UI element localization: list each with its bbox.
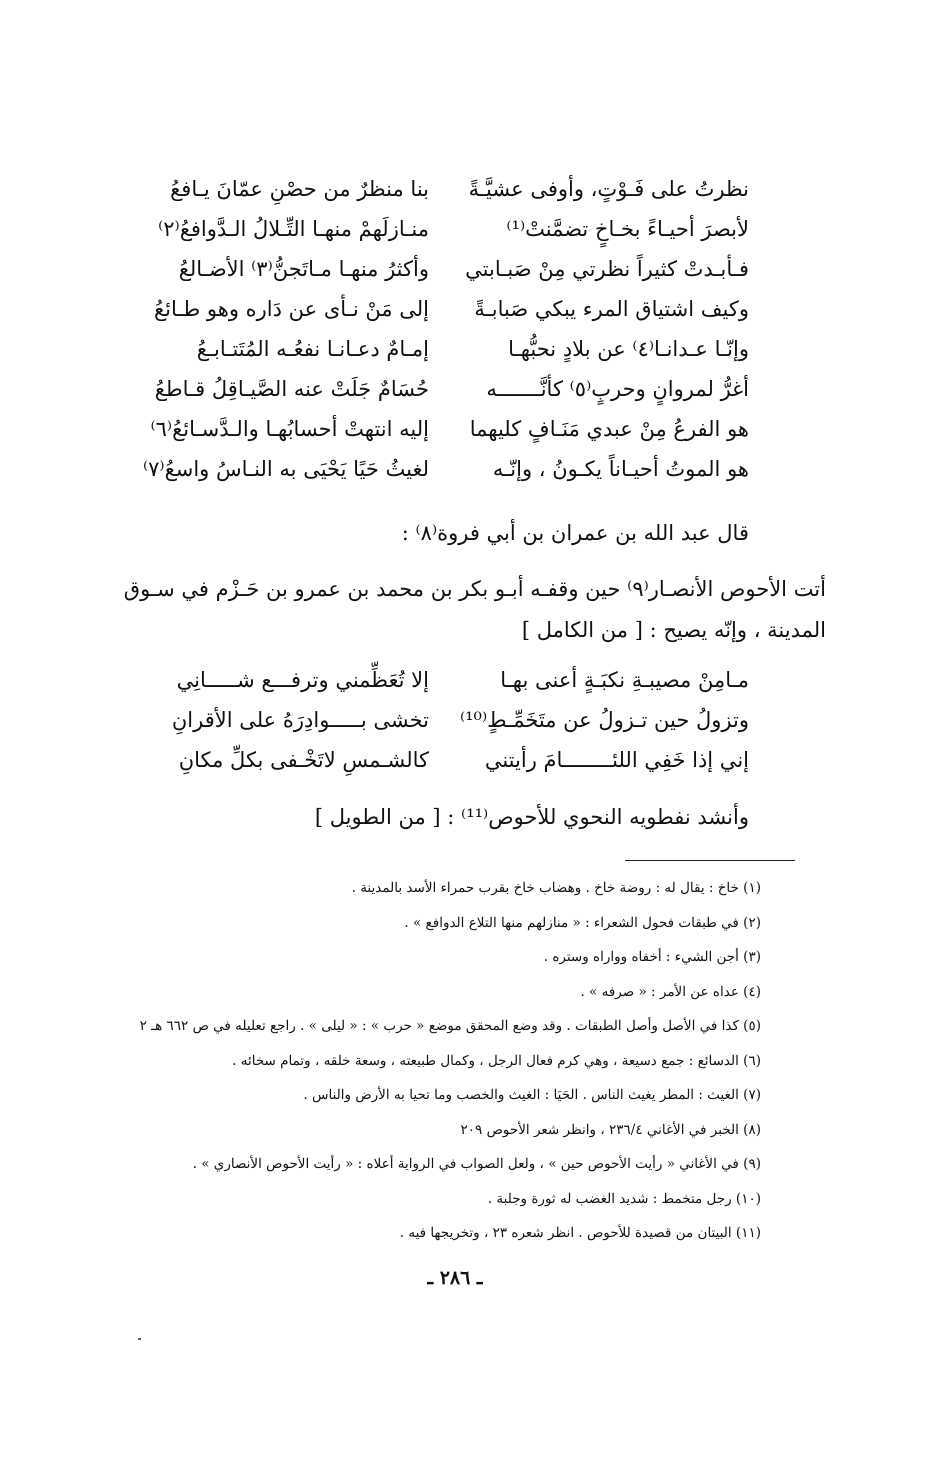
footnotes bbox=[121, 878, 761, 1258]
paragraph-line-1: أتت الأحوص الأنصـار⁽٩⁾ حين وقفـه أبـو بكر بن محمد بن عمرو بن حَـزْم في سـوق bbox=[123, 577, 826, 601]
poem-1 bbox=[139, 177, 749, 497]
paragraph-line-2: المدينة ، وإنّه يصيح : [ من الكامل ] bbox=[521, 618, 826, 642]
verse-line bbox=[139, 217, 749, 257]
first-hemistich: أغرُّ لمروانٍ وحربٍ⁽٥⁾ كأنَّـــــــه bbox=[486, 377, 749, 401]
second-hemistich: إليه انتهتْ أحسابُهـا والـدَّسـائعُ⁽٦⁾ bbox=[150, 417, 429, 441]
footnote: (١) خاخ : يقال له : روضة خاخ . وهضاب خاخ بقرب حمراء الأسد بالمدينة . bbox=[351, 880, 761, 896]
first-hemistich: وإنّـا عـدانـا⁽٤⁾ عن بلادٍ نحبُّهـا bbox=[508, 337, 749, 361]
second-hemistich: لغيثُ حَيًا يَحْيَى به النـاسُ واسعُ⁽٧⁾ bbox=[142, 457, 429, 481]
first-hemistich: لأبصرَ أحيـاءً بخـاخٍ تضمَّنتْ⁽¹⁾ bbox=[506, 217, 749, 241]
intro-line-2: وأنشد نفطويه النحوي للأحوص⁽¹¹⁾ : [ من الطويل ] bbox=[314, 805, 749, 829]
verse-line bbox=[139, 297, 749, 337]
verse-line bbox=[139, 377, 749, 417]
first-hemistich: هو الموتُ أحيـاناً يكـونُ ، وإنّـه bbox=[492, 457, 749, 481]
first-hemistich: وتزولُ حين تـزولُ عن متَخَمِّـطٍ⁽¹⁰⁾ bbox=[459, 708, 749, 732]
footnote: (١١) البيتان من قصيدة للأحوص . انظر شعره ٢٣ ، وتخريجها فيه . bbox=[399, 1225, 761, 1241]
poem-2 bbox=[139, 668, 749, 788]
verse-line bbox=[139, 177, 749, 217]
footnote: (٣) أجن الشيء : أخفاه وواراه وستره . bbox=[543, 949, 761, 965]
footnote: (٦) الدسائع : جمع دسيعة ، وهي كرم فعال الرجل ، وكمال طبيعته ، وسعة خلقه ، وتمام سخائه . bbox=[232, 1052, 761, 1069]
verse-line bbox=[139, 708, 749, 748]
second-hemistich: إلى مَنْ نـأى عن دَاره وهو طـائعُ bbox=[153, 297, 429, 321]
second-hemistich: إلا تُعَظِّمني وترفـــع شـــــانِي bbox=[176, 668, 429, 692]
first-hemistich: نظرتُ على فَـوْتٍ، وأوفى عشيَّـةً bbox=[468, 177, 749, 201]
verse-line bbox=[139, 417, 749, 457]
verse-line bbox=[139, 668, 749, 708]
second-hemistich: كالشـمسِ لاتَخْـفى بكلِّ مكانِ bbox=[178, 748, 429, 772]
footnote: (٩) في الأغاني « رأيت الأحوص حين » ، ولعل الصواب في الرواية أعلاه : « رأيت الأحوص الأنصاري » . bbox=[192, 1156, 761, 1172]
second-hemistich: حُسَامٌ جَلَتْ عنه الصَّيـاقِلُ قـاطعُ bbox=[154, 377, 429, 401]
footnote-separator bbox=[625, 860, 795, 861]
second-hemistich: تخشى بـــــوادِرَهُ على الأقرانِ bbox=[171, 708, 429, 732]
first-hemistich: وكيف اشتياق المرء يبكي صَبابـةً bbox=[474, 297, 749, 321]
second-hemistich: منـازلَهمْ منهـا التِّـلالُ الـدَّوافعُ⁽٢⁾ bbox=[158, 217, 429, 241]
intro-line-1: قال عبد الله بن عمران بن أبي فروة⁽٨⁾ : bbox=[401, 521, 749, 545]
first-hemistich: مـامِنْ مصيبـةِ نكبَـةٍ أعنى بهـا bbox=[500, 668, 749, 692]
verse-line bbox=[139, 748, 749, 788]
footnote: (٤) عداه عن الأمر : « صرفه » . bbox=[580, 983, 761, 1000]
verse-line bbox=[139, 257, 749, 297]
scan-speck bbox=[138, 1338, 141, 1340]
footnote: (٢) في طبقات فحول الشعراء : « منازلهم منها التلاع الدوافع » . bbox=[404, 914, 761, 931]
first-hemistich: هو الفرعُ مِنْ عبدي مَنَـافٍ كليهما bbox=[469, 417, 749, 441]
second-hemistich: إمـامٌ دعـانـا نفعُـه المُتَتـابـعُ bbox=[196, 337, 429, 361]
first-hemistich: فـأبـدتْ كثيراً نظرتي مِنْ صَبـابتي bbox=[465, 257, 749, 281]
verse-line bbox=[139, 457, 749, 497]
verse-line bbox=[139, 337, 749, 377]
footnote: (٨) الخبر في الأغاني ٢٣٦/٤ ، وانظر شعر الأحوص ٢٠٩ bbox=[460, 1121, 761, 1138]
footnote: (٧) الغيث : المطر يغيث الناس . الحَيَا : الغيث والخصب وما تحيا به الأرض والناس . bbox=[303, 1087, 761, 1103]
second-hemistich: وأكثرُ منهـا مـاتَجنُّ⁽٣⁾ الأضـالعُ bbox=[178, 257, 429, 281]
footnote: (٥) كذا في الأصل وأصل الطبقات . وقد وضع المحقق موضع « حرب » : « ليلى » . راجع تعليله في ص ٦٦٢ هـ ٢ bbox=[139, 1018, 761, 1034]
first-hemistich: إني إذا خَفِي اللئــــــــامَ رأيتني bbox=[484, 748, 749, 772]
page-number: ـ ٢٨٦ ـ bbox=[427, 1267, 483, 1289]
second-hemistich: بنا منظرٌ من حصْنِ عمّانَ يـافعُ bbox=[170, 177, 429, 201]
footnote: (١٠) رجل متخمط : شديد الغضب له ثورة وجلبة . bbox=[487, 1190, 761, 1207]
